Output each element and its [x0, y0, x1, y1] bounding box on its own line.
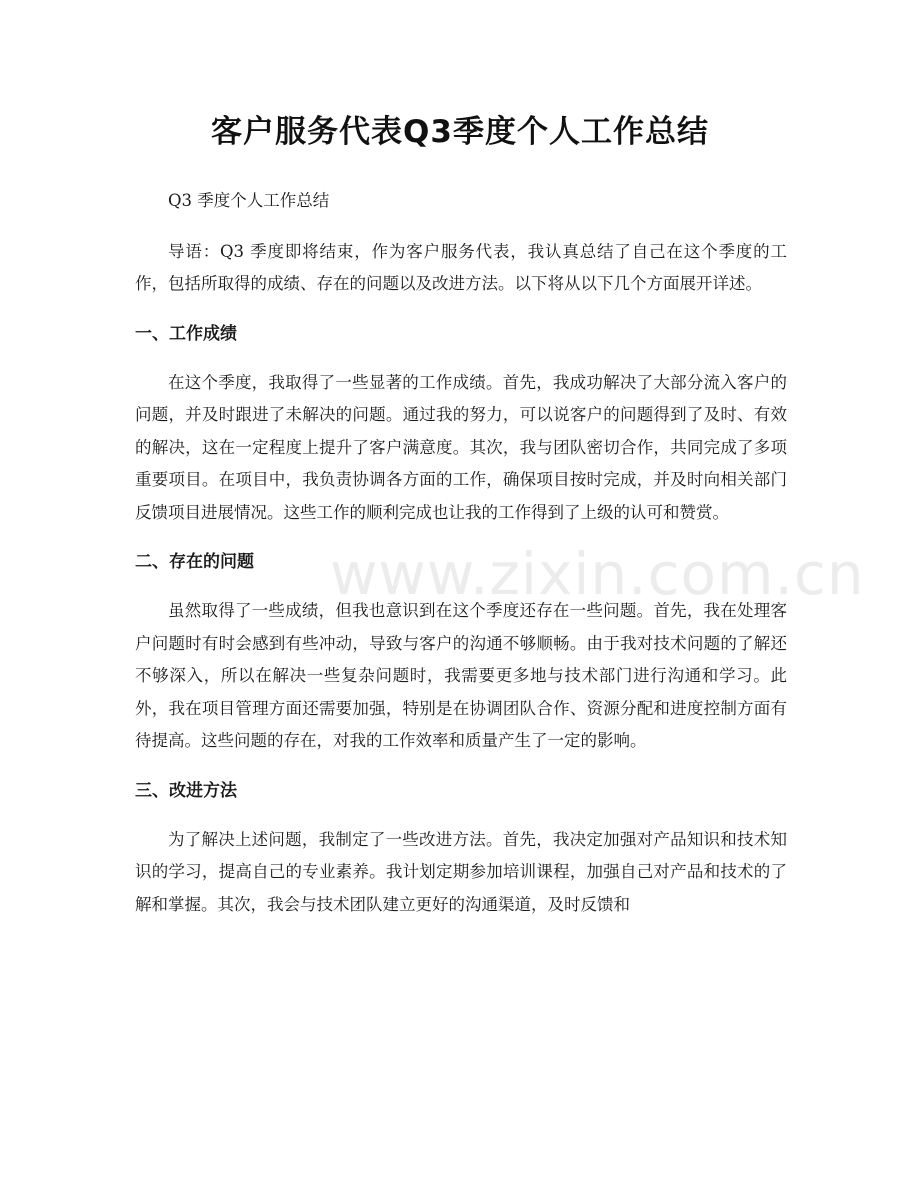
section-body-improvements: 为了解决上述问题，我制定了一些改进方法。首先，我决定加强对产品知识和技术知识的学习，提高自己的专业素养。我计划定期参加培训课程，加强自己对产品和技术的了解和掌握。其次，我会与技术团队建立更好的沟通渠道，及时反馈和	[135, 829, 787, 914]
section-heading-improvements: 三、改进方法	[135, 780, 237, 801]
document-title: 客户服务代表Q3季度个人工作总结	[211, 114, 709, 150]
section-body-problems: 虽然取得了一些成绩，但我也意识到在这个季度还存在一些问题。首先，我在处理客户问题时有时会感到有些冲动，导致与客户的沟通不够顺畅。由于我对技术问题的了解还不够深入，所以在解决一些复杂问题时，我需要更多地与技术部门进行沟通和学习。此外，我在项目管理方面还需要加强，特别是在协调团队合作、资源分配和进度控制方面有待提高。这些问题的存在，对我的工作效率和质量产生了一定的影响。	[135, 601, 787, 750]
intro-paragraph: 导语：Q3 季度即将结束，作为客户服务代表，我认真总结了自己在这个季度的工作，包括所取得的成绩、存在的问题以及改进方法。以下将从以下几个方面展开详述。	[135, 241, 787, 293]
section-heading-problems: 二、存在的问题	[135, 552, 254, 572]
document-subtitle: Q3 季度个人工作总结	[168, 191, 330, 210]
document-body	[135, 185, 787, 938]
section-body-achievements: 在这个季度，我取得了一些显著的工作成绩。首先，我成功解决了大部分流入客户的问题，并及时跟进了未解决的问题。通过我的努力，可以说客户的问题得到了及时、有效的解决，这在一定程度上提升了客户满意度。其次，我与团队密切合作，共同完成了多项重要项目。在项目中，我负责协调各方面的工作，确保项目按时完成，并及时向相关部门反馈项目进展情况。这些工作的顺利完成也让我的工作得到了上级的认可和赞赏。	[135, 372, 787, 522]
watermark: www.zixin.com.cn	[330, 540, 865, 608]
section-heading-achievements: 一、工作成绩	[135, 323, 237, 344]
